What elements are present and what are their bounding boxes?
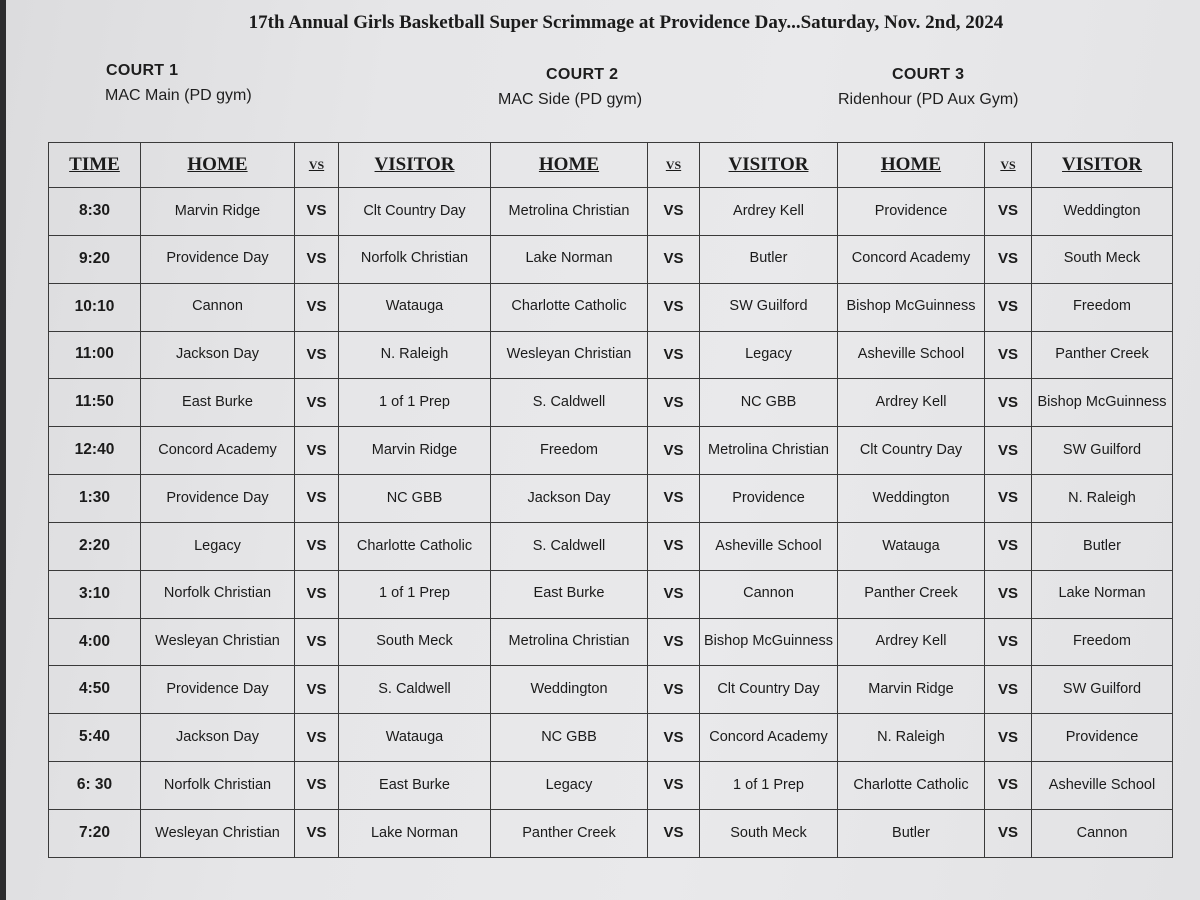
court2-visitor-team: Ardrey Kell — [700, 188, 838, 236]
court3-visitor-team: Bishop McGuinness — [1032, 379, 1173, 427]
court2-home-team: NC GBB — [491, 714, 648, 762]
game-time: 9:20 — [49, 235, 141, 283]
court1-visitor-team: South Meck — [339, 618, 491, 666]
court2-visitor-team: SW Guilford — [700, 283, 838, 331]
court1-home-team: Norfolk Christian — [141, 762, 295, 810]
court2-visitor-team: Concord Academy — [700, 714, 838, 762]
court1-visitor-team: 1 of 1 Prep — [339, 570, 491, 618]
court3-visitor-team: Weddington — [1032, 188, 1173, 236]
court3-vs: VS — [985, 762, 1032, 810]
court1-visitor-team: N. Raleigh — [339, 331, 491, 379]
court3-vs: VS — [985, 522, 1032, 570]
court3-home-team: Ardrey Kell — [838, 618, 985, 666]
court2-home-team: East Burke — [491, 570, 648, 618]
header-court1-visitor: VISITOR — [339, 143, 491, 188]
court1-visitor-team: Watauga — [339, 283, 491, 331]
court1-home-team: Providence Day — [141, 475, 295, 523]
court1-visitor-team: Marvin Ridge — [339, 427, 491, 475]
court2-visitor-team: Bishop McGuinness — [700, 618, 838, 666]
court1-visitor-team: Charlotte Catholic — [339, 522, 491, 570]
table-row — [49, 618, 1173, 666]
court1-visitor-team: S. Caldwell — [339, 666, 491, 714]
court2-visitor-team: 1 of 1 Prep — [700, 762, 838, 810]
court2-visitor-team: South Meck — [700, 809, 838, 857]
court-2-location: MAC Side (PD gym) — [498, 91, 643, 108]
header-row — [49, 143, 1173, 188]
court3-vs: VS — [985, 570, 1032, 618]
court3-vs: VS — [985, 475, 1032, 523]
court1-vs: VS — [295, 427, 339, 475]
court1-vs: VS — [295, 809, 339, 857]
court3-home-team: Watauga — [838, 522, 985, 570]
court2-home-team: Legacy — [491, 762, 648, 810]
court1-home-team: Legacy — [141, 522, 295, 570]
court1-home-team: Wesleyan Christian — [141, 618, 295, 666]
game-time: 1:30 — [49, 475, 141, 523]
court1-visitor-team: Norfolk Christian — [339, 235, 491, 283]
court1-vs: VS — [295, 714, 339, 762]
court3-home-team: N. Raleigh — [838, 714, 985, 762]
court3-visitor-team: Providence — [1032, 714, 1173, 762]
court1-home-team: East Burke — [141, 379, 295, 427]
court3-home-team: Panther Creek — [838, 570, 985, 618]
court3-visitor-team: N. Raleigh — [1032, 475, 1173, 523]
court-2-name: COURT 2 — [546, 66, 619, 83]
court3-visitor-team: Cannon — [1032, 809, 1173, 857]
court3-vs: VS — [985, 283, 1032, 331]
header-time: TIME — [49, 143, 141, 188]
court2-home-team: Metrolina Christian — [491, 188, 648, 236]
court2-vs: VS — [648, 618, 700, 666]
court2-home-team: S. Caldwell — [491, 379, 648, 427]
court3-home-team: Bishop McGuinness — [838, 283, 985, 331]
header-court3-vs: VS — [985, 143, 1032, 188]
court1-vs: VS — [295, 235, 339, 283]
court2-vs: VS — [648, 714, 700, 762]
court3-vs: VS — [985, 618, 1032, 666]
court3-visitor-team: South Meck — [1032, 235, 1173, 283]
court3-visitor-team: Freedom — [1032, 283, 1173, 331]
court3-vs: VS — [985, 331, 1032, 379]
court2-vs: VS — [648, 475, 700, 523]
court2-visitor-team: Clt Country Day — [700, 666, 838, 714]
header-court3-visitor: VISITOR — [1032, 143, 1173, 188]
court1-visitor-team: 1 of 1 Prep — [339, 379, 491, 427]
table-row — [49, 379, 1173, 427]
court3-visitor-team: SW Guilford — [1032, 427, 1173, 475]
court2-home-team: Lake Norman — [491, 235, 648, 283]
game-time: 4:50 — [49, 666, 141, 714]
court3-home-team: Weddington — [838, 475, 985, 523]
court1-vs: VS — [295, 570, 339, 618]
court2-home-team: Weddington — [491, 666, 648, 714]
court3-home-team: Marvin Ridge — [838, 666, 985, 714]
court1-vs: VS — [295, 283, 339, 331]
court1-home-team: Providence Day — [141, 235, 295, 283]
table-row — [49, 522, 1173, 570]
court1-vs: VS — [295, 188, 339, 236]
court1-home-team: Jackson Day — [141, 331, 295, 379]
court3-visitor-team: SW Guilford — [1032, 666, 1173, 714]
game-time: 11:00 — [49, 331, 141, 379]
header-court3-home: HOME — [838, 143, 985, 188]
game-time: 4:00 — [49, 618, 141, 666]
court2-visitor-team: Providence — [700, 475, 838, 523]
court2-home-team: Charlotte Catholic — [491, 283, 648, 331]
game-time: 10:10 — [49, 283, 141, 331]
court3-visitor-team: Butler — [1032, 522, 1173, 570]
court1-home-team: Cannon — [141, 283, 295, 331]
court2-visitor-team: Asheville School — [700, 522, 838, 570]
table-row — [49, 666, 1173, 714]
court3-vs: VS — [985, 714, 1032, 762]
game-time: 5:40 — [49, 714, 141, 762]
game-time: 7:20 — [49, 809, 141, 857]
court2-vs: VS — [648, 666, 700, 714]
court3-visitor-team: Panther Creek — [1032, 331, 1173, 379]
header-court2-home: HOME — [491, 143, 648, 188]
schedule-sheet — [6, 0, 1200, 900]
court3-vs: VS — [985, 666, 1032, 714]
court2-vs: VS — [648, 379, 700, 427]
court1-visitor-team: Clt Country Day — [339, 188, 491, 236]
court2-home-team: Metrolina Christian — [491, 618, 648, 666]
court2-home-team: Jackson Day — [491, 475, 648, 523]
court3-vs: VS — [985, 379, 1032, 427]
court2-vs: VS — [648, 570, 700, 618]
game-time: 8:30 — [49, 188, 141, 236]
court2-home-team: Panther Creek — [491, 809, 648, 857]
game-time: 6: 30 — [49, 762, 141, 810]
schedule-table — [48, 142, 1173, 858]
table-row — [49, 475, 1173, 523]
game-time: 3:10 — [49, 570, 141, 618]
court-3-location: Ridenhour (PD Aux Gym) — [838, 91, 1019, 108]
court2-vs: VS — [648, 427, 700, 475]
court1-home-team: Wesleyan Christian — [141, 809, 295, 857]
court3-home-team: Concord Academy — [838, 235, 985, 283]
court3-home-team: Providence — [838, 188, 985, 236]
table-row — [49, 235, 1173, 283]
court1-vs: VS — [295, 618, 339, 666]
court3-vs: VS — [985, 809, 1032, 857]
court1-visitor-team: Watauga — [339, 714, 491, 762]
court2-vs: VS — [648, 522, 700, 570]
table-row — [49, 762, 1173, 810]
page-title: 17th Annual Girls Basketball Super Scrimmage at Providence Day...Saturday, Nov. 2nd, 2024 — [248, 12, 1004, 33]
court2-home-team: Freedom — [491, 427, 648, 475]
table-row — [49, 331, 1173, 379]
court2-vs: VS — [648, 331, 700, 379]
table-row — [49, 427, 1173, 475]
header-court2-visitor: VISITOR — [700, 143, 838, 188]
court1-vs: VS — [295, 331, 339, 379]
court2-visitor-team: Butler — [700, 235, 838, 283]
court1-visitor-team: East Burke — [339, 762, 491, 810]
court1-vs: VS — [295, 762, 339, 810]
court2-home-team: S. Caldwell — [491, 522, 648, 570]
court3-vs: VS — [985, 427, 1032, 475]
court1-home-team: Providence Day — [141, 666, 295, 714]
court-3-header — [839, 66, 1019, 109]
court-2-header — [499, 66, 642, 109]
court-1-location: MAC Main (PD gym) — [105, 87, 252, 104]
court3-home-team: Ardrey Kell — [838, 379, 985, 427]
court3-home-team: Butler — [838, 809, 985, 857]
game-time: 2:20 — [49, 522, 141, 570]
court3-home-team: Clt Country Day — [838, 427, 985, 475]
court1-vs: VS — [295, 475, 339, 523]
game-time: 12:40 — [49, 427, 141, 475]
court2-home-team: Wesleyan Christian — [491, 331, 648, 379]
court1-visitor-team: Lake Norman — [339, 809, 491, 857]
header-court1-home: HOME — [141, 143, 295, 188]
court2-vs: VS — [648, 809, 700, 857]
court3-visitor-team: Lake Norman — [1032, 570, 1173, 618]
court2-vs: VS — [648, 188, 700, 236]
game-time: 11:50 — [49, 379, 141, 427]
header-court2-vs: VS — [648, 143, 700, 188]
header-court1-vs: VS — [295, 143, 339, 188]
court2-visitor-team: Legacy — [700, 331, 838, 379]
court-3-name: COURT 3 — [892, 66, 965, 83]
court3-vs: VS — [985, 188, 1032, 236]
court1-vs: VS — [295, 379, 339, 427]
court1-vs: VS — [295, 666, 339, 714]
court3-vs: VS — [985, 235, 1032, 283]
court3-home-team: Asheville School — [838, 331, 985, 379]
court1-visitor-team: NC GBB — [339, 475, 491, 523]
court3-visitor-team: Asheville School — [1032, 762, 1173, 810]
court1-home-team: Jackson Day — [141, 714, 295, 762]
court2-vs: VS — [648, 762, 700, 810]
court-1-name: COURT 1 — [106, 62, 179, 79]
court2-vs: VS — [648, 283, 700, 331]
court-1-header — [106, 62, 252, 105]
table-row — [49, 570, 1173, 618]
table-row — [49, 809, 1173, 857]
table-row — [49, 283, 1173, 331]
court2-visitor-team: Metrolina Christian — [700, 427, 838, 475]
court1-home-team: Norfolk Christian — [141, 570, 295, 618]
table-row — [49, 714, 1173, 762]
table-row — [49, 188, 1173, 236]
court3-visitor-team: Freedom — [1032, 618, 1173, 666]
court1-vs: VS — [295, 522, 339, 570]
court2-visitor-team: Cannon — [700, 570, 838, 618]
court3-home-team: Charlotte Catholic — [838, 762, 985, 810]
court1-home-team: Concord Academy — [141, 427, 295, 475]
court2-visitor-team: NC GBB — [700, 379, 838, 427]
court1-home-team: Marvin Ridge — [141, 188, 295, 236]
court2-vs: VS — [648, 235, 700, 283]
